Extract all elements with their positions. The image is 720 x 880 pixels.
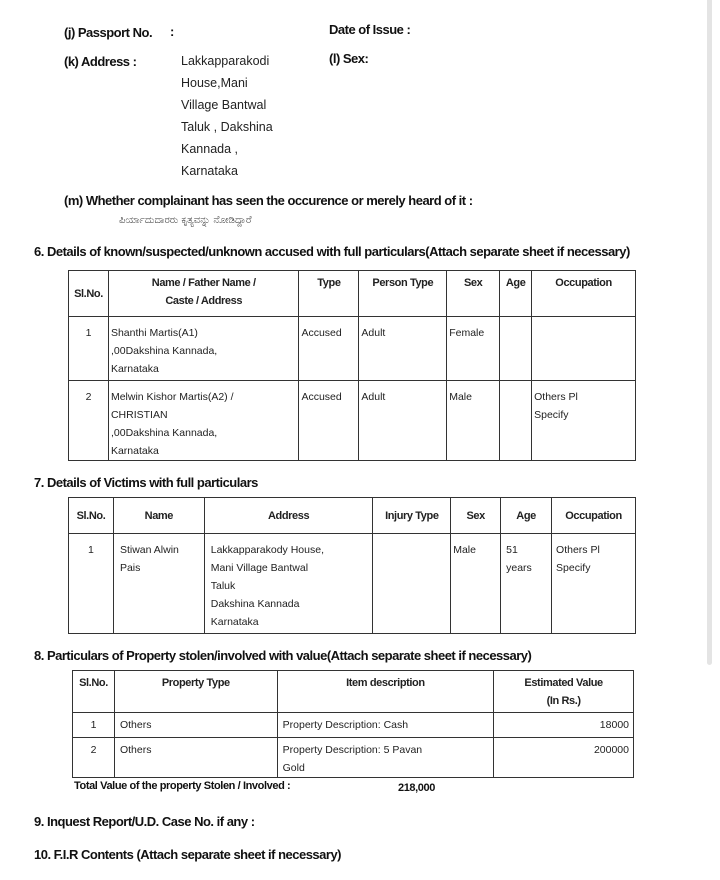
cell-sex: Female — [447, 317, 500, 381]
address-line: Karnataka — [210, 616, 259, 628]
occupation-line: Specify — [534, 409, 569, 421]
section10-heading: 10. F.I.R Contents (Attach separate sheet if necessary) — [34, 847, 342, 862]
col-age: Age — [501, 498, 552, 534]
cell-item-description: Property Description: Cash — [277, 713, 494, 738]
victims-table — [68, 497, 636, 634]
cell-item-description — [277, 738, 494, 778]
sex-label: (l) Sex: — [329, 51, 369, 66]
table-row — [69, 381, 636, 461]
property-table — [72, 670, 634, 778]
cell-name — [108, 317, 299, 381]
address-label: (k) Address : — [64, 54, 137, 69]
accused-table — [68, 270, 636, 461]
cell-slno: 2 — [73, 738, 115, 778]
name-line: Karnataka — [110, 445, 159, 457]
vertical-scrollbar[interactable] — [707, 0, 712, 665]
col-slno: Sl.No. — [69, 498, 114, 534]
cell-age — [500, 317, 532, 381]
occupation-line: Specify — [556, 562, 591, 574]
col-sex: Sex — [451, 498, 501, 534]
cell-occupation — [532, 317, 636, 381]
name-line: ,00Dakshina Kannada, — [110, 345, 218, 357]
address-line: Mani Village Bantwal — [210, 562, 309, 574]
col-injury-type: Injury Type — [373, 498, 451, 534]
table-row — [69, 317, 636, 381]
cell-occupation — [552, 534, 636, 634]
col-occupation: Occupation — [532, 271, 636, 317]
col-slno: Sl.No. — [73, 671, 115, 713]
description-line: Gold — [282, 762, 305, 774]
name-line: Shanthi Martis(A1) — [110, 327, 198, 339]
cell-type: Accused — [299, 381, 359, 461]
date-of-issue-label: Date of Issue : — [329, 22, 411, 37]
cell-slno: 1 — [69, 317, 109, 381]
address-line: Karnataka — [181, 164, 238, 178]
cell-type: Accused — [299, 317, 359, 381]
table-row — [73, 738, 634, 778]
cell-address — [204, 534, 373, 634]
col-name: Name — [113, 498, 204, 534]
address-line: Lakkapparakody House, — [210, 544, 324, 556]
table-header-row — [73, 671, 634, 713]
section9-heading: 9. Inquest Report/U.D. Case No. if any : — [34, 814, 255, 829]
col-item-description: Item description — [277, 671, 494, 713]
col-estimated-value-line2: (In Rs.) — [546, 695, 581, 707]
name-line: Pais — [119, 562, 141, 574]
col-estimated-value — [494, 671, 634, 713]
cell-estimated-value: 18000 — [494, 713, 634, 738]
cell-person-type: Adult — [359, 317, 447, 381]
name-line: Stiwan Alwin — [119, 544, 179, 556]
address-line: Taluk , Dakshina — [181, 120, 273, 134]
section8-heading: 8. Particulars of Property stolen/involved with value(Attach separate sheet if necessary) — [34, 648, 532, 663]
age-line: 51 — [506, 544, 518, 556]
passport-colon: : — [170, 24, 174, 39]
table-row — [69, 534, 636, 634]
total-value-label: Total Value of the property Stolen / Involved : — [74, 780, 291, 792]
complainant-address — [181, 50, 273, 182]
col-property-type: Property Type — [114, 671, 277, 713]
cell-age — [501, 534, 552, 634]
passport-label: (j) Passport No. — [64, 25, 153, 40]
age-line: years — [506, 562, 532, 574]
name-line: CHRISTIAN — [110, 409, 168, 421]
address-line: House,Mani — [181, 76, 248, 90]
col-person-type: Person Type — [359, 271, 447, 317]
description-line: Property Description: 5 Pavan — [282, 744, 423, 756]
address-line: Lakkapparakodi — [181, 54, 270, 68]
address-line: Village Bantwal — [181, 98, 267, 112]
name-line: ,00Dakshina Kannada, — [110, 427, 218, 439]
occupation-line: Others Pl — [556, 544, 600, 556]
occupation-line: Others Pl — [534, 391, 578, 403]
col-slno: Sl.No. — [69, 271, 109, 317]
col-name — [108, 271, 299, 317]
cell-name — [108, 381, 299, 461]
cell-slno: 1 — [69, 534, 114, 634]
table-header-row — [69, 271, 636, 317]
col-name-line1: Name / Father Name / — [151, 277, 256, 289]
col-age: Age — [500, 271, 532, 317]
cell-estimated-value: 200000 — [494, 738, 634, 778]
table-row — [73, 713, 634, 738]
occurrence-label: (m) Whether complainant has seen the occurence or merely heard of it : — [64, 193, 473, 208]
cell-slno: 2 — [69, 381, 109, 461]
col-estimated-value-line1: Estimated Value — [524, 677, 603, 689]
cell-sex: Male — [447, 381, 500, 461]
cell-sex: Male — [451, 534, 501, 634]
total-value: 218,000 — [398, 782, 435, 794]
name-line: Melwin Kishor Martis(A2) / — [110, 391, 234, 403]
occurrence-value: ಪಿರ್ಯಾದುದಾರರು ಕೃತ್ಯವನ್ನು ನೋಡಿದ್ದಾರೆ — [119, 215, 252, 226]
cell-occupation — [532, 381, 636, 461]
section6-heading: 6. Details of known/suspected/unknown accused with full particulars(Attach separate sheet if necessary) — [34, 244, 630, 259]
cell-person-type: Adult — [359, 381, 447, 461]
col-occupation: Occupation — [552, 498, 636, 534]
address-line: Dakshina Kannada — [210, 598, 300, 610]
cell-name — [113, 534, 204, 634]
cell-age — [500, 381, 532, 461]
col-name-line2: Caste / Address — [165, 295, 243, 307]
section7-heading: 7. Details of Victims with full particulars — [34, 475, 258, 490]
cell-property-type: Others — [114, 738, 277, 778]
col-address: Address — [204, 498, 373, 534]
name-line: Karnataka — [110, 363, 159, 375]
col-type: Type — [299, 271, 359, 317]
cell-property-type: Others — [114, 713, 277, 738]
address-line: Kannada , — [181, 142, 238, 156]
table-header-row — [69, 498, 636, 534]
address-line: Taluk — [210, 580, 236, 592]
col-sex: Sex — [447, 271, 500, 317]
cell-injury-type — [373, 534, 451, 634]
cell-slno: 1 — [73, 713, 115, 738]
